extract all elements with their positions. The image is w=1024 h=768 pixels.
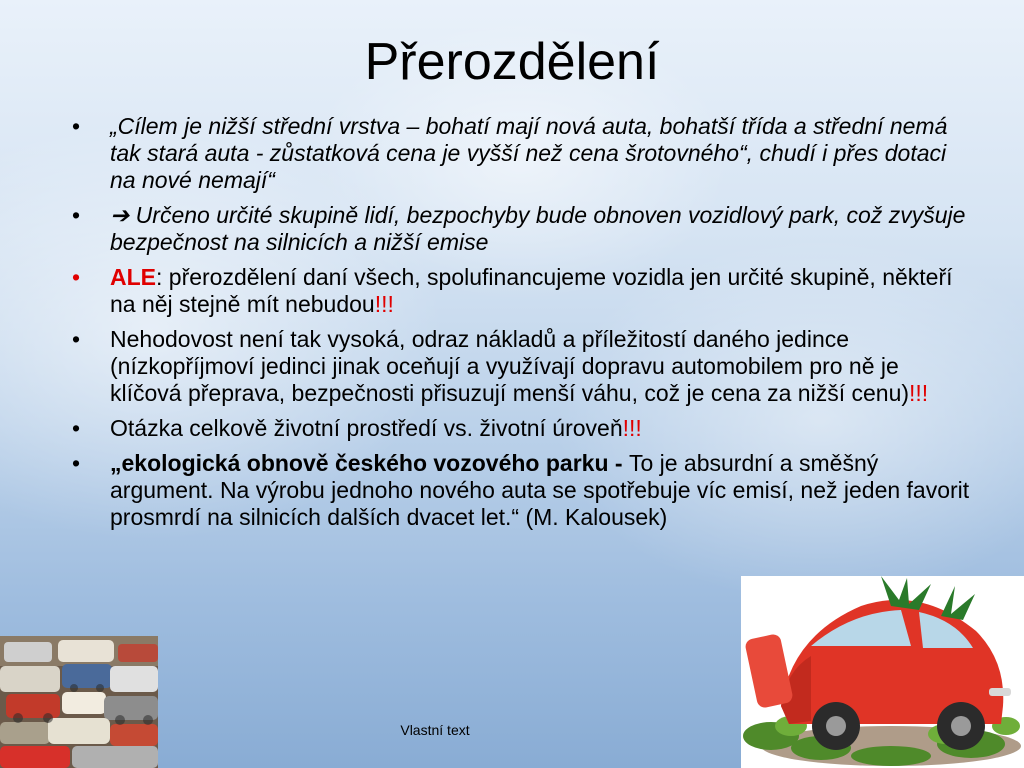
bullet-item-1 [72, 113, 972, 194]
bullet-emphasis: !!! [909, 380, 929, 406]
bullet-marker: • [72, 326, 81, 352]
bullet-marker: • [72, 264, 81, 290]
bullet-text: Otázka celkově životní prostředí vs. životní úroveň [110, 415, 623, 441]
bullet-text: Nehodovost není tak vysoká, odraz nákladů a příležitostí daného jedince (nízkopříjmoví jedinci jinak oceňují a využívají dopravu automobilem pro ně je klíčová přeprava, bezpečnosti přisuzují menší váhu, což je cena za nižší cenu) [110, 326, 910, 406]
bullet-text: To je absurdní a směšný argument. Na výrobu jednoho nového auta se spotřebuje víc emisí, než jeden favorit prosmrdí na silnicích dalších dvacet let.“ (M. Kalousek) [110, 450, 970, 530]
bullet-marker: • [72, 202, 81, 228]
red-beetle-car-image [741, 576, 1024, 768]
bullet-marker: • [72, 450, 81, 476]
scrapyard-cars-image [0, 636, 158, 768]
bullet-item-2 [72, 202, 972, 256]
bullet-text: : přerozdělení daní všech, spolufinancujeme vozidla jen určité skupině, někteří na něj stejně mít nebudou [110, 264, 953, 317]
bullet-emphasis: !!! [374, 291, 394, 317]
bullet-text: Určeno určité skupině lidí, bezpochyby bude obnoven vozidlový park, což zvyšuje bezpečnost na silnicích a nižší emise [110, 202, 966, 255]
bullet-lead: ALE [110, 264, 156, 290]
bullet-item-5 [72, 415, 972, 442]
bullet-marker: • [72, 415, 81, 441]
bullet-marker: • [72, 113, 81, 139]
bullet-text: „Cílem je nižší střední vrstva – bohatí mají nová auta, bohatší třída a střední nemá tak stará auta - zůstatková cena je vyšší než cena šrotovného“, chudí i přes dotaci na nové nemají“ [110, 113, 948, 193]
bullet-lead: „ekologická obnově českého vozového parku - [110, 450, 629, 476]
bullet-list [72, 113, 972, 539]
slide-title: Přerozdělení [364, 33, 660, 91]
bullet-item-4 [72, 326, 972, 407]
bullet-item-3 [72, 264, 972, 318]
footer-text: Vlastní text [400, 722, 470, 738]
bullet-emphasis: !!! [622, 415, 642, 441]
bullet-item-6 [72, 450, 972, 531]
arrow-icon: ➔ [110, 202, 130, 228]
